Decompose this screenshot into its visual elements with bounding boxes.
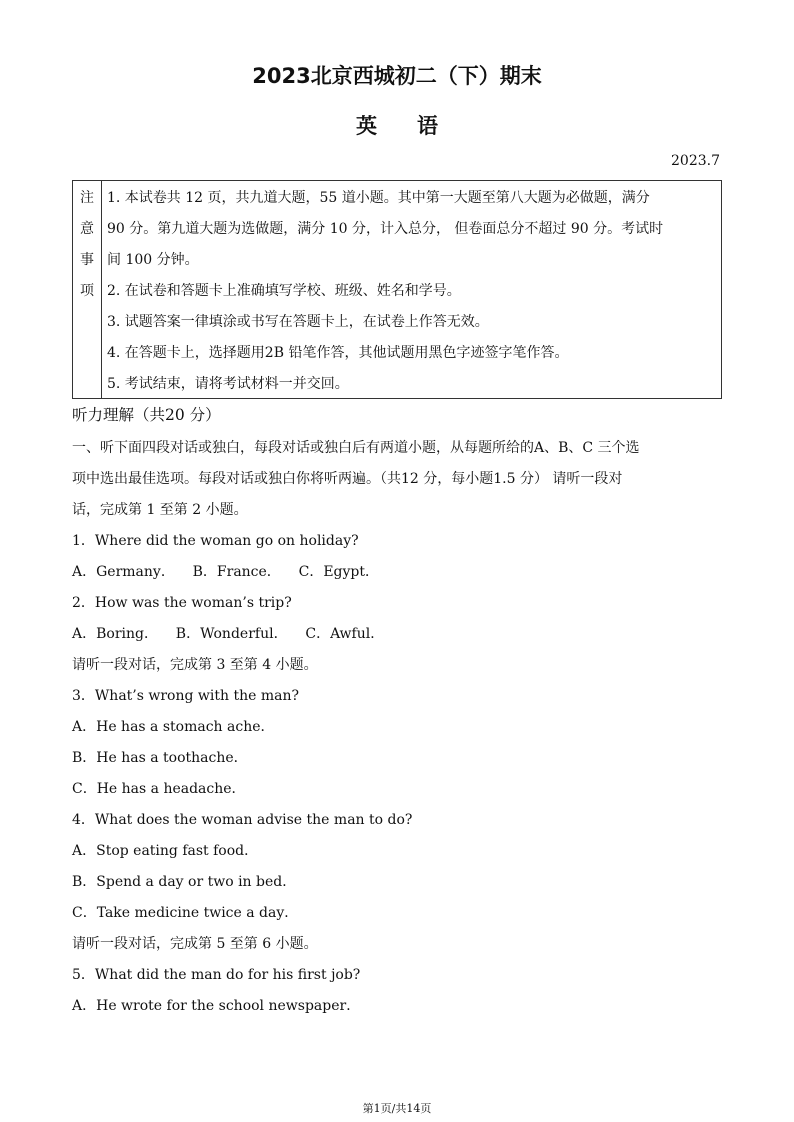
notice-line: 4. 在答题卡上，选择题用2B 铅笔作答，其他试题用黑色字迹签字笔作答。 xyxy=(107,345,569,361)
option-line: A．Stop eating fast food． xyxy=(72,843,259,859)
subject-title: 英语 xyxy=(356,114,478,138)
notice-label xyxy=(73,181,102,398)
notice-line: 5. 考试结束，请将考试材料一并交回。 xyxy=(107,376,349,392)
question-5: 5．What did the man do for his first job? xyxy=(72,967,361,983)
section-heading: 听力理解（共20 分） xyxy=(72,406,221,424)
option-line: C．Take medicine twice a day． xyxy=(72,905,299,921)
notice-label-char: 意 xyxy=(80,221,94,237)
instruction-line: 项中选出最佳选项。每段对话或独白你将听两遍。（共12 分，每小题1.5 分） 请听一段对 xyxy=(72,471,623,487)
instruction-line: 请听一段对话，完成第 3 至第 4 小题。 xyxy=(72,657,318,673)
listening-section xyxy=(72,402,724,1022)
notice-line: 间 100 分钟。 xyxy=(107,252,199,268)
option-line: C．He has a headache． xyxy=(72,781,246,797)
instruction-line: 一、听下面四段对话或独白，每段对话或独白后有两道小题，从每题所给的A、B、C 三个选 xyxy=(72,440,640,456)
notice-line: 90 分。第九道大题为选做题，满分 10 分，计入总分， 但卷面总分不超过 90 分。考试时 xyxy=(107,221,664,237)
notice-line: 3. 试题答案一律填涂或书写在答题卡上，在试卷上作答无效。 xyxy=(107,314,489,330)
notice-box xyxy=(72,180,722,399)
option-line: A．He wrote for the school newspaper． xyxy=(72,998,361,1014)
page-number: 第1页/共14页 xyxy=(362,1102,432,1115)
question-2-options: A．Boring． B．Wonderful． C．Awful． xyxy=(72,626,385,642)
instruction-line: 请听一段对话，完成第 5 至第 6 小题。 xyxy=(72,936,318,952)
option-line: B．He has a toothache． xyxy=(72,750,248,766)
exam-date: 2023.7 xyxy=(671,153,720,169)
notice-line: 1. 本试卷共 12 页，共九道大题，55 道小题。其中第一大题至第八大题为必做题，满分 xyxy=(107,190,650,206)
notice-line: 2. 在试卷和答题卡上准确填写学校、班级、姓名和学号。 xyxy=(107,283,461,299)
option-line: A．He has a stomach ache． xyxy=(72,719,275,735)
question-1-options: A．Germany． B．France． C．Egypt． xyxy=(72,564,379,580)
question-4: 4．What does the woman advise the man to do? xyxy=(72,812,413,828)
notice-content xyxy=(102,181,721,398)
option-line: B．Spend a day or two in bed． xyxy=(72,874,297,890)
question-2: 2．How was the woman’s trip? xyxy=(72,595,292,611)
instruction-line: 话，完成第 1 至第 2 小题。 xyxy=(72,502,248,518)
notice-label-char: 事 xyxy=(80,252,94,268)
notice-label-char: 注 xyxy=(80,190,94,206)
question-3: 3．What’s wrong with the man? xyxy=(72,688,299,704)
question-1: 1．Where did the woman go on holiday? xyxy=(72,533,359,549)
notice-label-char: 项 xyxy=(80,283,94,299)
page-title: 2023北京西城初二（下）期末 xyxy=(252,64,542,88)
